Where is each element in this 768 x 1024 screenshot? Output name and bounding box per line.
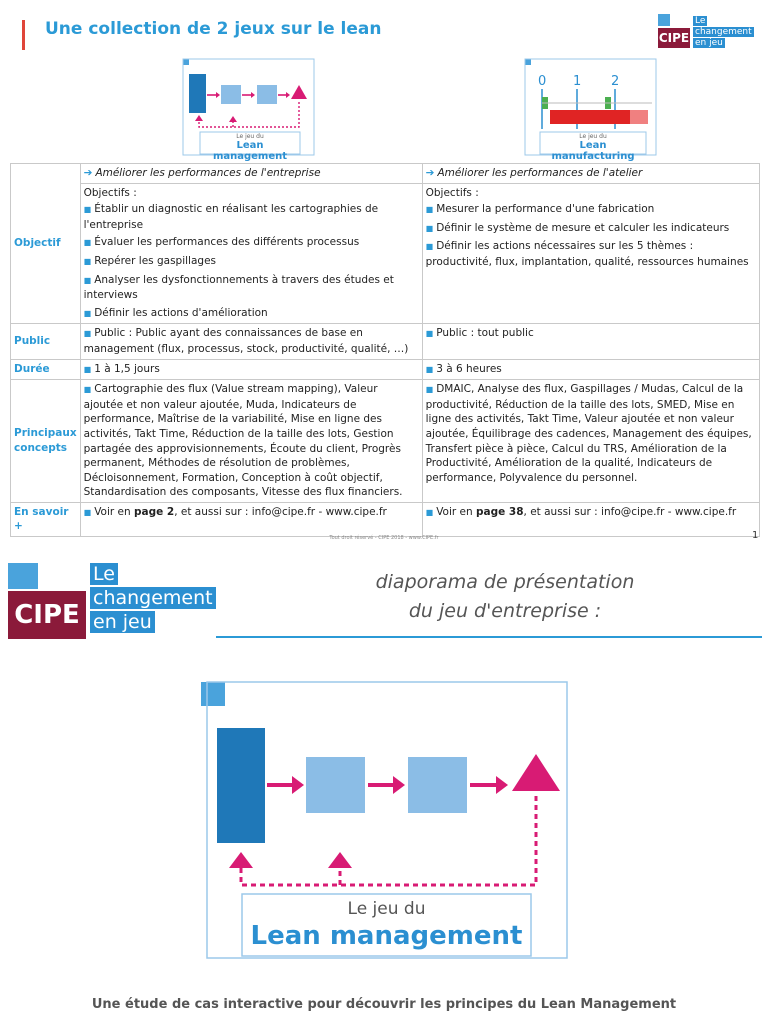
- logo-line: en jeu: [695, 38, 723, 48]
- cell-intro: Objectifs :: [425, 186, 479, 199]
- list-item-text: Analyser les dysfonctionnements à travers des études et interviews: [83, 273, 394, 302]
- caption-big: Lean management: [250, 921, 523, 951]
- tick-0: 0: [538, 74, 547, 89]
- row-label: Principaux concepts: [11, 380, 81, 503]
- row-label: Public: [11, 324, 81, 359]
- table-row: [11, 324, 760, 359]
- table-cell: [422, 324, 759, 359]
- table-cell: [422, 164, 759, 184]
- bullet-icon: ■: [425, 364, 434, 374]
- caption-big: Lean management: [212, 140, 288, 162]
- cell-text: 3 à 6 heures: [436, 362, 502, 375]
- thumb-caption: [200, 133, 300, 162]
- comparison-table: [10, 163, 760, 537]
- list-item: [84, 202, 419, 232]
- list-item-text: Définir le système de mesure et calculer les indicateurs: [436, 221, 730, 234]
- table-cell: [80, 359, 422, 380]
- subtitle-line: diaporama de présentation: [375, 571, 635, 593]
- bullet-icon: ■: [83, 385, 92, 395]
- table-cell: [80, 324, 422, 359]
- bullet-icon: ■: [83, 205, 92, 215]
- cipe-logo-large: [8, 563, 218, 643]
- subtitle-line: du jeu d'entreprise :: [408, 600, 602, 622]
- page-title: Une collection de 2 jeux sur le lean: [45, 19, 382, 39]
- cell-text: Voir en: [94, 505, 135, 518]
- logo-line: changement: [695, 27, 752, 37]
- cipe-logo: [658, 14, 758, 54]
- table-cell: [80, 183, 422, 324]
- caption-small: Le jeu du: [347, 899, 426, 919]
- list-item-text: Mesurer la performance d'une fabrication: [436, 203, 655, 216]
- table-row: [11, 380, 760, 503]
- cell-text: DMAIC, Analyse des flux, Gaspillages / Mudas, Calcul de la productivité, Réduction de la taille des lots, SMED, Mise en ligne des activités, Takt Time, Valeur ajoutée et non valeur ajoutée, Équilibrage des cadences, Management des équipes, Transfert pièce à pièce, Calcul du TRS, Amélioration de la Productivité, Amélioration de la qualité, Indicateurs de performance, Polyvalence du personnel.: [425, 383, 752, 484]
- copyright-footer: Tout droit réservé - CIPE 2018 - www.CIPE.fr: [329, 535, 439, 541]
- bullet-icon: ■: [83, 275, 92, 285]
- presentation-subtitle: [320, 568, 690, 626]
- table-row: [11, 502, 760, 536]
- tagline: Une étude de cas interactive pour découvrir les principes du Lean Management: [91, 997, 677, 1012]
- lean-management-thumbnail: [180, 57, 316, 162]
- bullet-icon: ■: [425, 223, 434, 233]
- lean-management-illustration: [198, 678, 570, 962]
- cell-intro: Objectifs :: [83, 186, 137, 199]
- tick-1: 1: [573, 74, 582, 89]
- list-item: [426, 239, 756, 269]
- page-reference[interactable]: page 2: [134, 505, 175, 518]
- page-reference[interactable]: page 38: [476, 505, 524, 518]
- row-label: Durée: [11, 359, 81, 380]
- list-item: [426, 221, 756, 237]
- bullet-icon: ■: [425, 329, 434, 339]
- bullet-icon: ■: [425, 205, 434, 215]
- logo-line: en jeu: [90, 611, 155, 633]
- table-row: [11, 359, 760, 380]
- list-item: [426, 202, 756, 218]
- bullet-icon: ■: [425, 385, 434, 395]
- cell-header: Améliorer les performances de l'atelier: [437, 167, 643, 179]
- bullet-icon: ■: [83, 308, 92, 318]
- logo-line: changement: [90, 587, 216, 609]
- bullet-icon: ■: [83, 364, 92, 374]
- list-item-text: Établir un diagnostic en réalisant les cartographies de l'entreprise: [83, 203, 379, 231]
- lean-manufacturing-thumbnail: [522, 57, 658, 162]
- logo-square: [658, 14, 670, 26]
- caption-small: Le jeu du: [579, 133, 607, 140]
- cell-text: Cartographie des flux (Value stream mapping), Valeur ajoutée et non valeur ajoutée, Muda, Indicateurs de performance, Maîtrise de la variabilité, Mise en ligne des activités, Takt Time, Réduction de la taille des lots, Gestion partagée des approvisionnements, Écoute du client, Progrès permanent, Méthodes de résolution de problèmes, Décloisonnement, Formation, Conception à coût objectif, Standardisation des composants, Vitesse des flux financiers.: [83, 383, 403, 499]
- contact-links[interactable]: , et aussi sur : info@cipe.fr - www.cipe.fr: [523, 505, 737, 518]
- table-cell: [80, 164, 422, 184]
- bullet-icon: ■: [83, 329, 92, 339]
- logo-line: Le: [695, 16, 706, 26]
- thumb-caption: [540, 133, 646, 162]
- logo-cipe-text: CIPE: [658, 28, 690, 48]
- table-cell: [422, 502, 759, 536]
- table-cell: [422, 359, 759, 380]
- contact-links[interactable]: , et aussi sur : info@cipe.fr - www.cipe.fr: [174, 505, 387, 518]
- list-item-text: Évaluer les performances des différents processus: [94, 236, 360, 249]
- logo-tagline: [90, 563, 216, 635]
- list-item: [84, 254, 419, 270]
- logo-cipe-text: CIPE: [8, 591, 86, 639]
- list-item-text: Définir les actions d'amélioration: [94, 306, 268, 319]
- cell-header: Améliorer les performances de l'entreprise: [95, 167, 321, 179]
- table-row: [11, 183, 760, 324]
- row-label: Objectif: [11, 164, 81, 324]
- page-number: 1: [752, 530, 759, 541]
- arrow-icon: ➔: [425, 167, 435, 179]
- table-cell: [80, 380, 422, 503]
- table-cell: [422, 380, 759, 503]
- list-item-text: Repérer les gaspillages: [94, 254, 216, 267]
- tick-2: 2: [611, 74, 620, 89]
- bullet-icon: ■: [83, 238, 92, 248]
- bullet-icon: ■: [425, 242, 434, 252]
- table-row: [11, 164, 760, 184]
- bullet-icon: ■: [83, 507, 92, 517]
- table-cell: [80, 502, 422, 536]
- divider-rule: [216, 636, 762, 638]
- table-cell: [422, 183, 759, 324]
- bullet-icon: ■: [425, 507, 434, 517]
- row-label: En savoir +: [11, 502, 81, 536]
- logo-square: [8, 563, 38, 589]
- cell-text: Public : tout public: [436, 327, 534, 340]
- illustration-caption: [242, 898, 531, 952]
- arrow-icon: ➔: [83, 167, 93, 179]
- caption-big: Lean manufacturing: [551, 140, 635, 162]
- title-accent-bar: [22, 20, 25, 50]
- list-item-text: Définir les actions nécessaires sur les 5 thèmes : productivité, flux, implantation, qualité, ressources humaines: [425, 240, 749, 268]
- caption-small: Le jeu du: [236, 133, 264, 140]
- cell-text: 1 à 1,5 jours: [94, 362, 160, 375]
- logo-tagline: [693, 16, 757, 49]
- cell-text: Voir en: [436, 505, 477, 518]
- logo-line: Le: [90, 563, 118, 585]
- list-item: [84, 235, 419, 251]
- list-item: [84, 273, 419, 303]
- bullet-icon: ■: [83, 256, 92, 266]
- cell-text: Public : Public ayant des connaissances de base en management (flux, processus, stock, productivité, qualité, …): [83, 327, 409, 355]
- list-item: [84, 306, 419, 322]
